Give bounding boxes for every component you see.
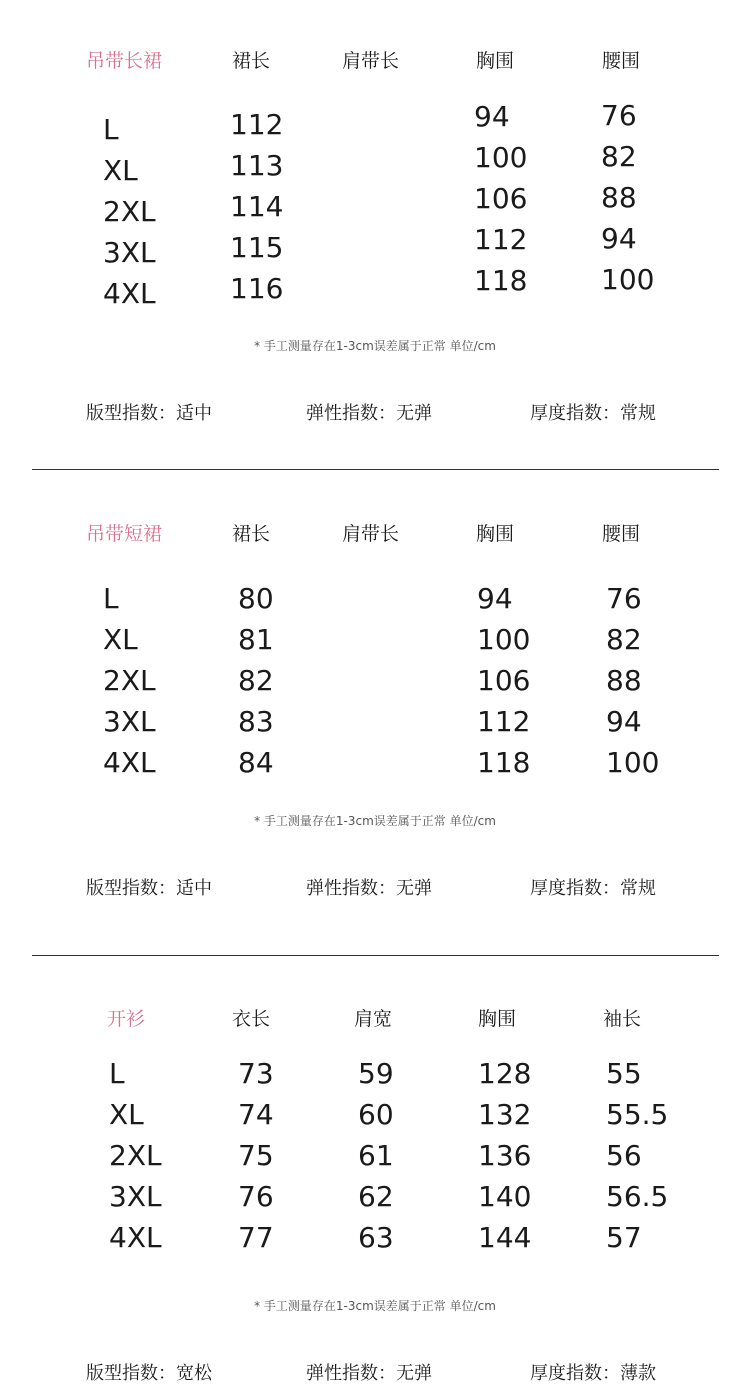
shoulder-cell: 62: [358, 1180, 394, 1213]
column-header: 裙长: [232, 523, 271, 545]
waist-cell: 100: [601, 263, 655, 296]
thickness-index: 厚度指数：薄款: [530, 1363, 656, 1384]
fit-index: 版型指数：适中: [86, 878, 212, 899]
bust-cell: 118: [477, 746, 531, 779]
size-cell: 3XL: [103, 705, 156, 738]
length-cell: 73: [238, 1057, 274, 1090]
size-cell: XL: [103, 623, 138, 656]
length-cell: 84: [238, 746, 274, 779]
sleeve-cell: 56.5: [606, 1180, 669, 1213]
column-header: 袖长: [603, 1008, 642, 1030]
size-cell: 2XL: [103, 195, 156, 228]
elasticity-index: 弹性指数：无弹: [306, 878, 432, 899]
waist-cell: 100: [606, 746, 660, 779]
shoulder-cell: 59: [358, 1057, 394, 1090]
bust-cell: 100: [477, 623, 531, 656]
sleeve-cell: 55.5: [606, 1098, 669, 1131]
bust-cell: 106: [477, 664, 531, 697]
sleeve-cell: 57: [606, 1221, 642, 1254]
measurement-note: * 手工测量存在1-3cm误差属于正常 单位/cm: [254, 339, 496, 353]
waist-cell: 76: [601, 99, 637, 132]
shoulder-cell: 63: [358, 1221, 394, 1254]
length-cell: 113: [230, 149, 284, 182]
length-cell: 80: [238, 582, 274, 615]
sleeve-cell: 55: [606, 1057, 642, 1090]
waist-cell: 88: [606, 664, 642, 697]
bust-cell: 132: [478, 1098, 532, 1131]
length-cell: 114: [230, 190, 284, 223]
thickness-index: 厚度指数：常规: [530, 878, 656, 899]
fit-index: 版型指数：适中: [86, 403, 212, 424]
size-cell: 3XL: [109, 1180, 162, 1213]
waist-cell: 88: [601, 181, 637, 214]
fit-index: 版型指数：宽松: [86, 1363, 212, 1384]
shoulder-cell: 61: [358, 1139, 394, 1172]
waist-cell: 94: [606, 705, 642, 738]
waist-cell: 76: [606, 582, 642, 615]
column-header: 衣长: [232, 1008, 271, 1030]
size-cell: L: [103, 113, 119, 146]
length-cell: 116: [230, 272, 284, 305]
column-header: 腰围: [602, 523, 641, 545]
size-cell: L: [109, 1057, 125, 1090]
column-header: 裙长: [232, 50, 271, 72]
length-cell: 82: [238, 664, 274, 697]
length-cell: 74: [238, 1098, 274, 1131]
bust-cell: 128: [478, 1057, 532, 1090]
column-header: 胸围: [476, 50, 515, 72]
size-cell: XL: [103, 154, 138, 187]
section-title: 开衫: [107, 1008, 146, 1030]
length-cell: 77: [238, 1221, 274, 1254]
size-cell: 4XL: [109, 1221, 162, 1254]
section-title: 吊带短裙: [86, 523, 163, 545]
section-divider: [32, 955, 719, 956]
length-cell: 112: [230, 108, 284, 141]
bust-cell: 94: [474, 100, 510, 133]
length-cell: 83: [238, 705, 274, 738]
column-header: 胸围: [478, 1008, 517, 1030]
length-cell: 76: [238, 1180, 274, 1213]
column-header: 肩带长: [342, 50, 400, 72]
bust-cell: 106: [474, 182, 528, 215]
waist-cell: 82: [606, 623, 642, 656]
section-divider: [32, 469, 719, 470]
bust-cell: 140: [478, 1180, 532, 1213]
bust-cell: 100: [474, 141, 528, 174]
length-cell: 115: [230, 231, 284, 264]
measurement-note: * 手工测量存在1-3cm误差属于正常 单位/cm: [254, 814, 496, 828]
bust-cell: 112: [474, 223, 528, 256]
thickness-index: 厚度指数：常规: [530, 403, 656, 424]
length-cell: 75: [238, 1139, 274, 1172]
bust-cell: 112: [477, 705, 531, 738]
column-header: 肩宽: [354, 1008, 393, 1030]
size-cell: 2XL: [103, 664, 156, 697]
size-cell: L: [103, 582, 119, 615]
size-cell: 2XL: [109, 1139, 162, 1172]
size-cell: XL: [109, 1098, 144, 1131]
bust-cell: 118: [474, 264, 528, 297]
bust-cell: 136: [478, 1139, 532, 1172]
elasticity-index: 弹性指数：无弹: [306, 1363, 432, 1384]
section-title: 吊带长裙: [86, 50, 163, 72]
shoulder-cell: 60: [358, 1098, 394, 1131]
column-header: 胸围: [476, 523, 515, 545]
waist-cell: 82: [601, 140, 637, 173]
size-cell: 4XL: [103, 277, 156, 310]
column-header: 肩带长: [342, 523, 400, 545]
size-cell: 4XL: [103, 746, 156, 779]
length-cell: 81: [238, 623, 274, 656]
sleeve-cell: 56: [606, 1139, 642, 1172]
size-cell: 3XL: [103, 236, 156, 269]
elasticity-index: 弹性指数：无弹: [306, 403, 432, 424]
column-header: 腰围: [602, 50, 641, 72]
measurement-note: * 手工测量存在1-3cm误差属于正常 单位/cm: [254, 1299, 496, 1313]
bust-cell: 94: [477, 582, 513, 615]
waist-cell: 94: [601, 222, 637, 255]
bust-cell: 144: [478, 1221, 532, 1254]
